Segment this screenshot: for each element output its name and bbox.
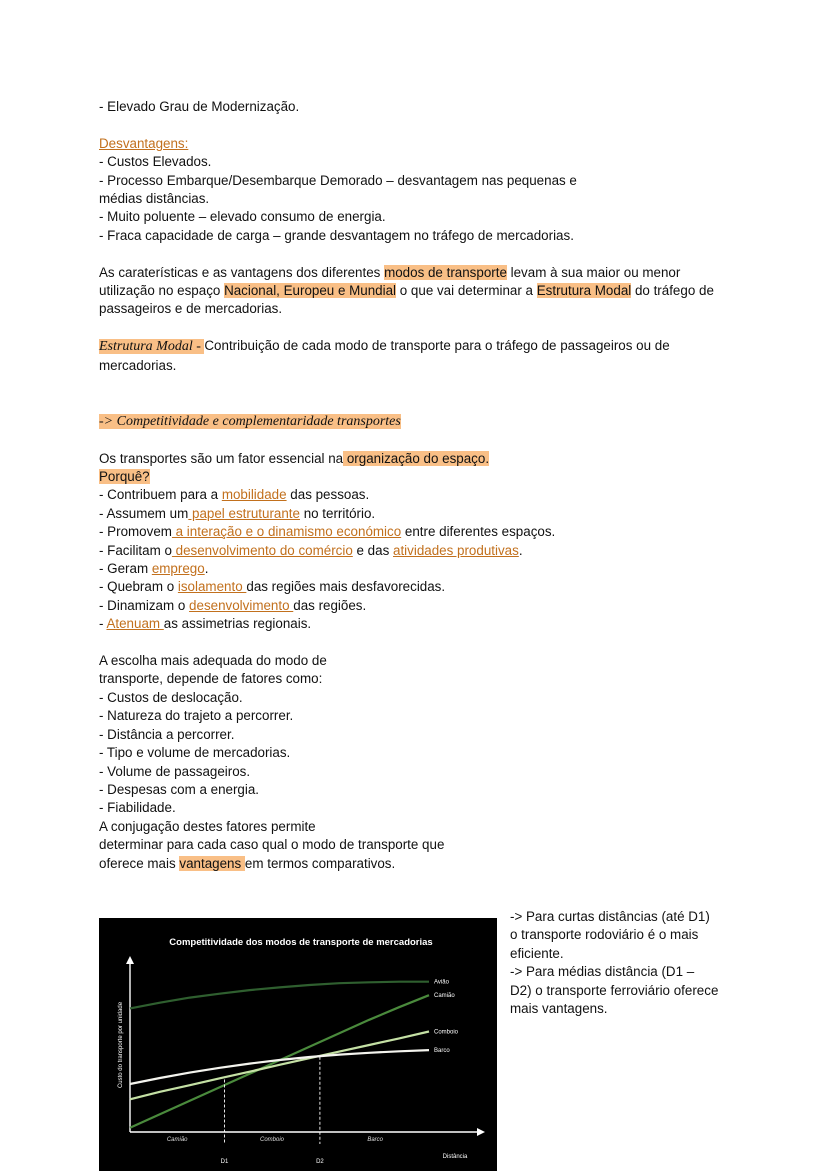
side-note-line: -> Para médias distância (D1 –: [510, 964, 695, 980]
choice-line: determinar para cada caso qual o modo de transporte que: [99, 837, 445, 853]
chart-title: Competitividade dos modos de transporte de mercadorias: [169, 937, 433, 948]
highlight-nacional: Nacional, Europeu e Mundial: [224, 283, 397, 299]
disadvantage-item: - Muito poluente – elevado consumo de energia.: [99, 209, 386, 225]
choice-line: transporte, depende de fatores como:: [99, 671, 323, 687]
side-note-line: D2) o transporte ferroviário oferece: [510, 982, 719, 998]
definition-paragraph: Estrutura Modal - Contribuição de cada modo de transporte para o tráfego de passageiros ou de mercadorias.: [99, 338, 670, 373]
organization-line: Os transportes são um fator essencial na organização do espaço.: [99, 450, 490, 466]
highlight-organizacao: organização do espaço.: [343, 450, 490, 466]
choice-line: A conjugação destes fatores permite: [99, 818, 316, 834]
bullet-item: - Geram emprego.: [99, 561, 209, 577]
x-axis-arrow: [477, 1128, 485, 1136]
disadvantages-title: Desvantagens:: [99, 135, 189, 151]
highlight-vantagens: vantagens: [179, 855, 245, 871]
choice-line: - Fiabilidade.: [99, 800, 176, 816]
side-note-line: eficiente.: [510, 945, 564, 961]
y-axis-arrow: [126, 956, 134, 964]
choice-line: - Despesas com a energia.: [99, 781, 260, 797]
series-line-comboio: [130, 1032, 429, 1100]
choice-line: - Tipo e volume de mercadorias.: [99, 745, 291, 761]
side-note-line: mais vantagens.: [510, 1001, 608, 1017]
side-note: [510, 908, 750, 1018]
y-axis-label: Custo do transporte por unidade: [118, 1001, 124, 1089]
modernization-line: - Elevado Grau de Modernização.: [99, 99, 300, 114]
bullet-item: - Quebram o isolamento das regiões mais desfavorecidas.: [99, 579, 446, 595]
section-heading: -> Competitividade e complementaridade transportes: [99, 413, 401, 429]
highlight-estrutura: Estrutura Modal: [536, 283, 632, 299]
choice-line: oferece mais vantagens em termos comparativos.: [99, 855, 396, 871]
disadvantage-item: - Custos Elevados.: [99, 154, 212, 170]
bullet-item: - Facilitam o desenvolvimento do comércio e das atividades produtivas.: [99, 542, 523, 558]
definition-term: Estrutura Modal -: [99, 339, 205, 355]
series-line-camiao: [130, 995, 429, 1128]
chart-svg: [99, 918, 497, 1171]
disadvantage-item: - Processo Embarque/Desembarque Demorado – desvantagem nas pequenas e médias distâncias.: [99, 172, 577, 207]
marker-label-d1: D1: [220, 1159, 229, 1165]
bullet-item: - Atenuam as assimetrias regionais.: [99, 616, 312, 632]
series-label-aviao: Avião: [434, 979, 449, 986]
side-note-line: -> Para curtas distâncias (até D1): [510, 909, 710, 924]
zone-label-comboio: Comboio: [259, 1137, 285, 1143]
zone-label-camiao: Camião: [166, 1137, 188, 1143]
x-axis-label: Distância: [442, 1154, 468, 1160]
series-label-comboio: Comboio: [434, 1029, 459, 1036]
bullet-item: - Promovem a interação e o dinamismo económico entre diferentes espaços.: [99, 524, 556, 540]
bullet-item: - Dinamizam o desenvolvimento das regiões.: [99, 597, 367, 613]
choice-line: - Natureza do trajeto a percorrer.: [99, 708, 294, 724]
marker-label-d2: D2: [316, 1159, 324, 1165]
side-note-line: o transporte rodoviário é o mais: [510, 927, 699, 943]
bullet-item: - Assumem um papel estruturante no território.: [99, 505, 376, 521]
series-label-camiao: Camião: [434, 993, 455, 1000]
series-line-aviao: [130, 982, 429, 1009]
question-line: Porquê?: [99, 469, 150, 485]
disadvantage-item: - Fraca capacidade de carga – grande desvantagem no tráfego de mercadorias.: [99, 227, 574, 243]
zone-label-barco: Barco: [367, 1137, 384, 1143]
choice-line: A escolha mais adequada do modo de: [99, 653, 327, 669]
bullet-item: - Contribuem para a mobilidade das pessoas.: [99, 487, 370, 503]
document-body: [99, 98, 739, 873]
choice-line: - Custos de deslocação.: [99, 689, 243, 705]
competitiveness-chart: [99, 918, 497, 1171]
choice-line: - Volume de passageiros.: [99, 763, 251, 779]
series-line-barco: [130, 1050, 429, 1084]
modal-paragraph: As caraterísticas e as vantagens dos diferentes modos de transporte levam à sua maior ou menor utilização no espaço Nacional, Europeu e Mundial o que vai determinar a Estrutura Modal do tráfego de passageiros e de mercadorias.: [99, 264, 714, 317]
choice-line: - Distância a percorrer.: [99, 726, 235, 742]
series-label-barco: Barco: [434, 1048, 450, 1055]
highlight-modos: modos de transporte: [384, 264, 507, 280]
